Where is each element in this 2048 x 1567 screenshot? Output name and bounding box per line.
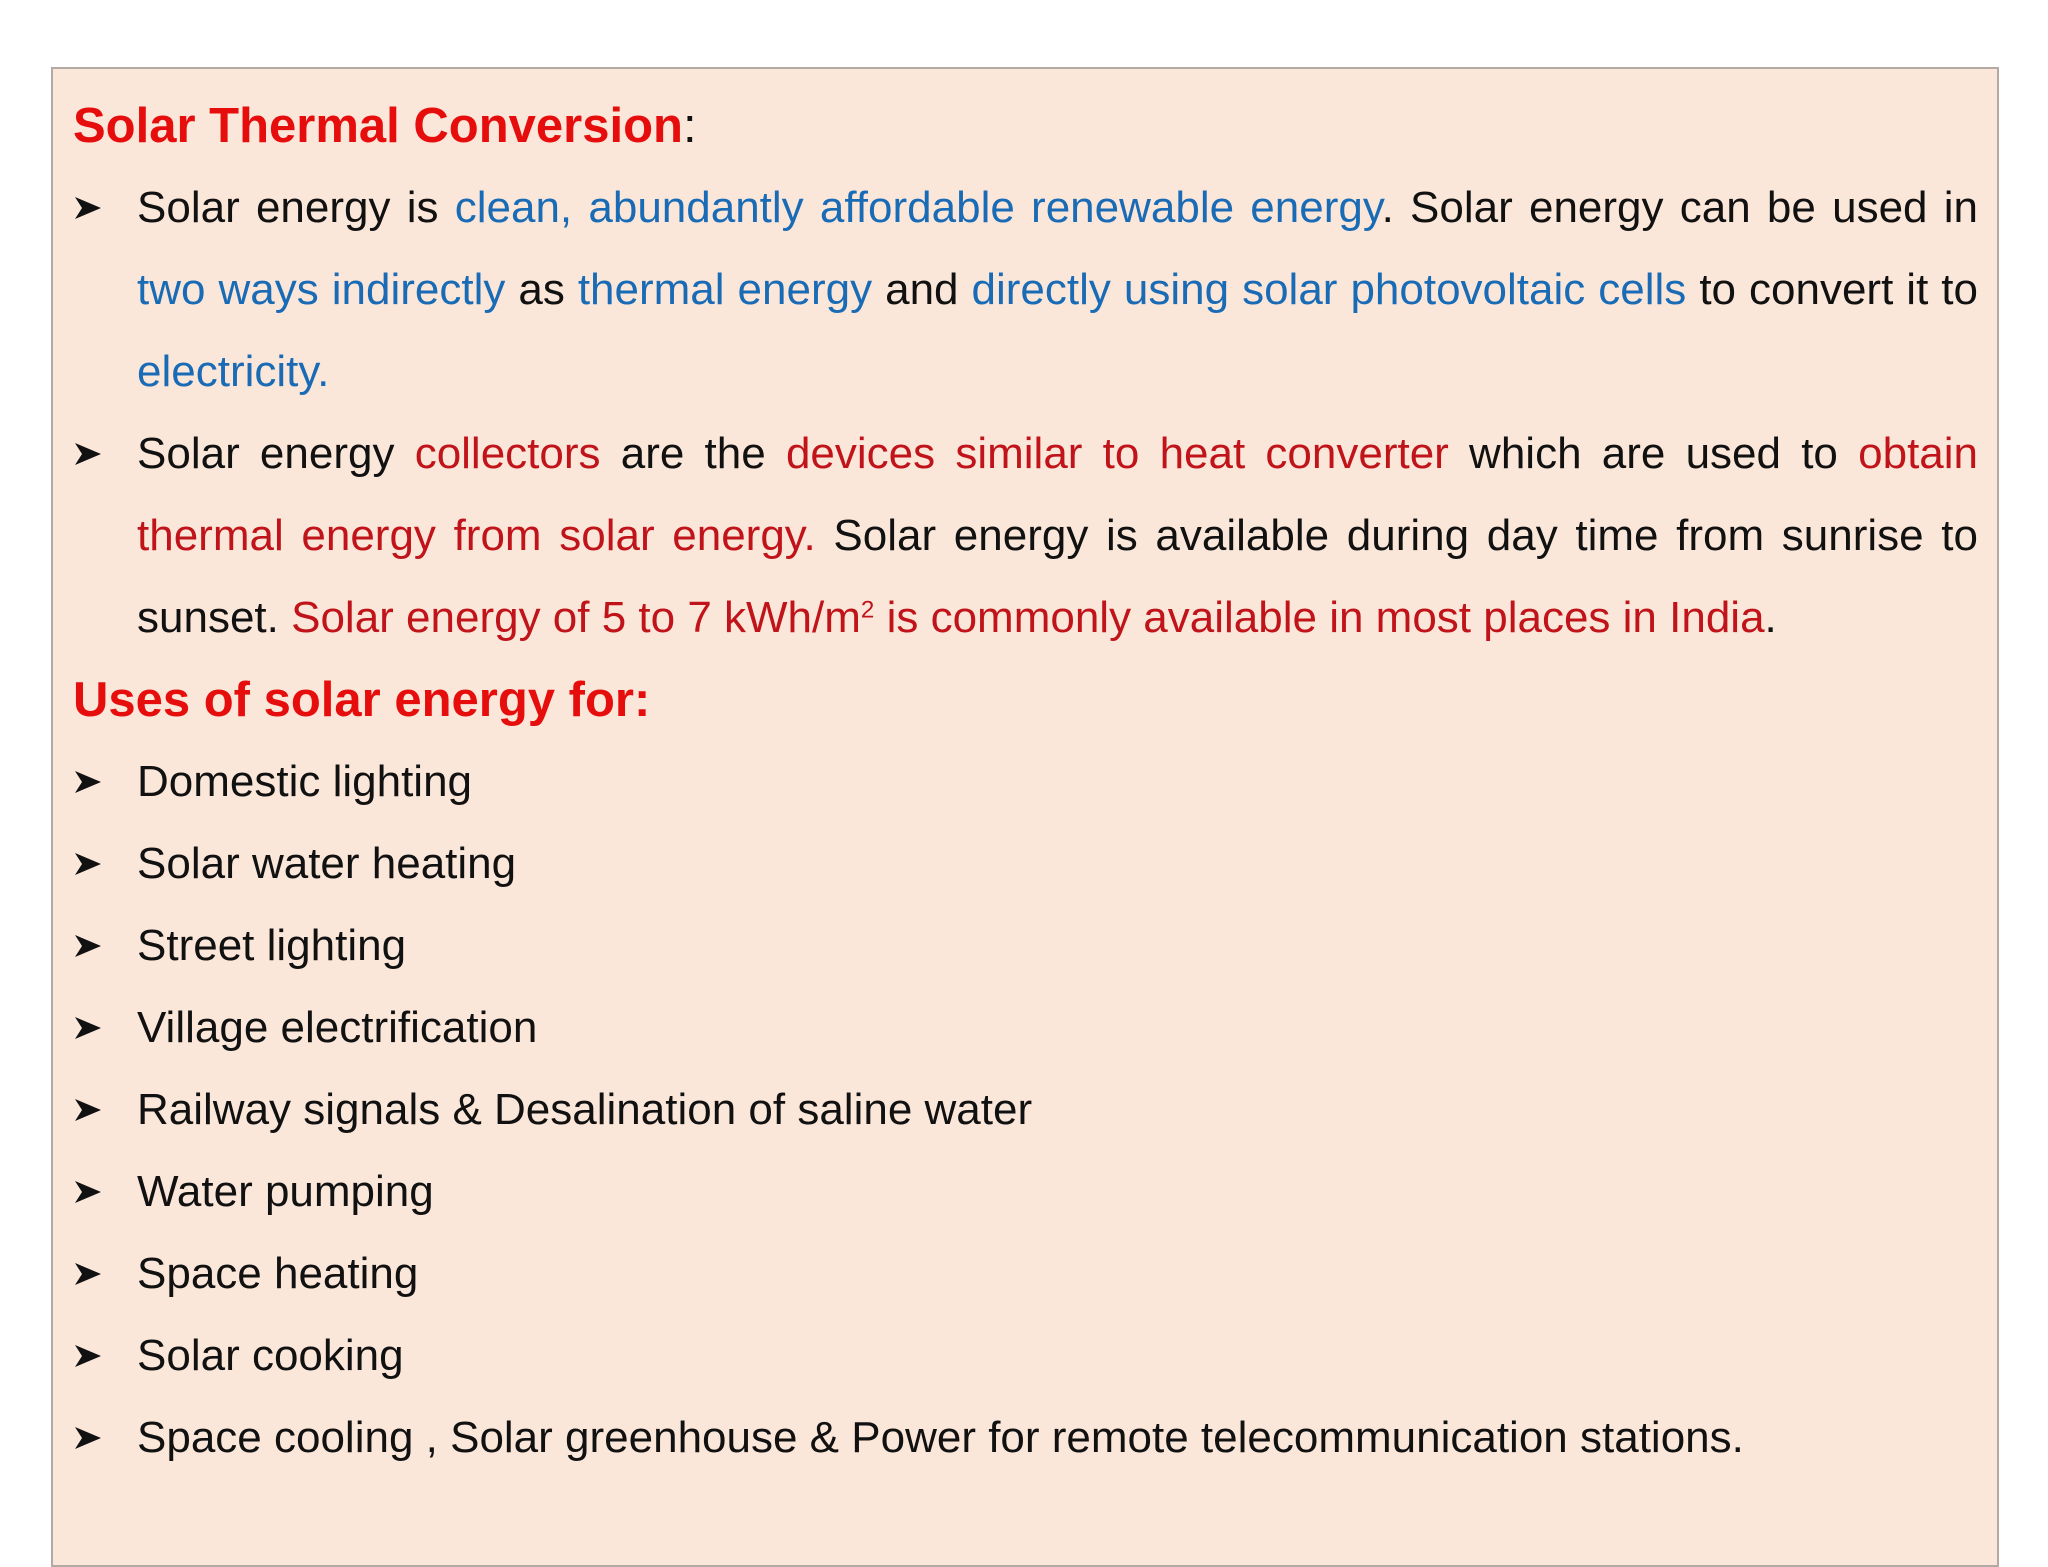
heading-colon: : <box>682 99 697 153</box>
text-segment: Solar energy <box>137 429 415 478</box>
arrow-bullet-icon <box>73 933 103 959</box>
paragraph-text <box>137 183 1978 396</box>
heading-text: Solar Thermal Conversion <box>73 99 683 153</box>
uses-list <box>73 741 1978 1479</box>
text-segment: as <box>505 265 578 314</box>
text-segment: two ways indirectly <box>137 265 506 314</box>
list-item-text: Space heating <box>137 1249 419 1298</box>
list-item <box>73 1151 1978 1233</box>
text-segment: electricity. <box>137 347 330 396</box>
text-segment: and <box>872 265 972 314</box>
list-item <box>73 823 1978 905</box>
heading-solar-thermal-conversion <box>73 85 1978 167</box>
text-segment: are the <box>600 429 786 478</box>
text-segment: Solar energy is <box>137 183 455 232</box>
list-item-text: Street lighting <box>137 921 407 970</box>
arrow-bullet-icon <box>73 1015 103 1041</box>
text-segment: 2 <box>860 596 875 624</box>
paragraph-solar-energy <box>73 167 1978 413</box>
list-item <box>73 905 1978 987</box>
arrow-bullet-icon <box>73 1179 103 1205</box>
list-item-text: Village electrification <box>137 1003 538 1052</box>
list-item-text: Space cooling , Solar greenhouse & Power for remote telecommunication stations. <box>137 1413 1744 1462</box>
text-segment: . <box>1764 593 1777 642</box>
arrow-bullet-icon <box>73 1425 103 1451</box>
paragraph-text <box>137 429 1978 642</box>
list-item <box>73 1069 1978 1151</box>
text-segment: Solar energy is available during day time from sunrise to sunset. <box>137 511 1978 642</box>
text-segment: collectors <box>414 429 601 478</box>
arrow-bullet-icon <box>73 851 103 877</box>
text-segment: . Solar energy can be used in <box>1381 183 1978 232</box>
text-segment: clean, abundantly affordable renewable energy <box>454 183 1382 232</box>
arrow-bullet-icon <box>73 195 103 221</box>
list-item <box>73 1397 1978 1479</box>
arrow-bullet-icon <box>73 1261 103 1287</box>
list-item-text: Water pumping <box>137 1167 434 1216</box>
slide-content <box>73 85 1978 1479</box>
text-segment: Solar energy of 5 to 7 kWh/m <box>291 593 861 642</box>
list-item-text: Solar water heating <box>137 839 517 888</box>
paragraph-collectors <box>73 413 1978 659</box>
arrow-bullet-icon <box>73 441 103 467</box>
slide-panel <box>51 67 1999 1567</box>
arrow-bullet-icon <box>73 1097 103 1123</box>
arrow-bullet-icon <box>73 1343 103 1369</box>
text-segment: directly using solar photovoltaic cells <box>971 265 1687 314</box>
text-segment: is commonly available in most places in India <box>874 593 1765 642</box>
list-item <box>73 1233 1978 1315</box>
list-item <box>73 741 1978 823</box>
list-item <box>73 987 1978 1069</box>
text-segment: thermal energy <box>577 265 873 314</box>
heading-uses: Uses of solar energy for: <box>73 673 651 727</box>
text-segment: to convert it to <box>1686 265 1979 314</box>
list-item-text: Solar cooking <box>137 1331 404 1380</box>
list-item-text: Domestic lighting <box>137 757 473 806</box>
list-item-text: Railway signals & Desalination of saline water <box>137 1085 1033 1134</box>
text-segment: which are used to <box>1448 429 1859 478</box>
text-segment: devices similar to heat converter <box>785 429 1449 478</box>
list-item <box>73 1315 1978 1397</box>
text-segment: obtain thermal energy from solar energy. <box>137 429 1979 560</box>
arrow-bullet-icon <box>73 769 103 795</box>
